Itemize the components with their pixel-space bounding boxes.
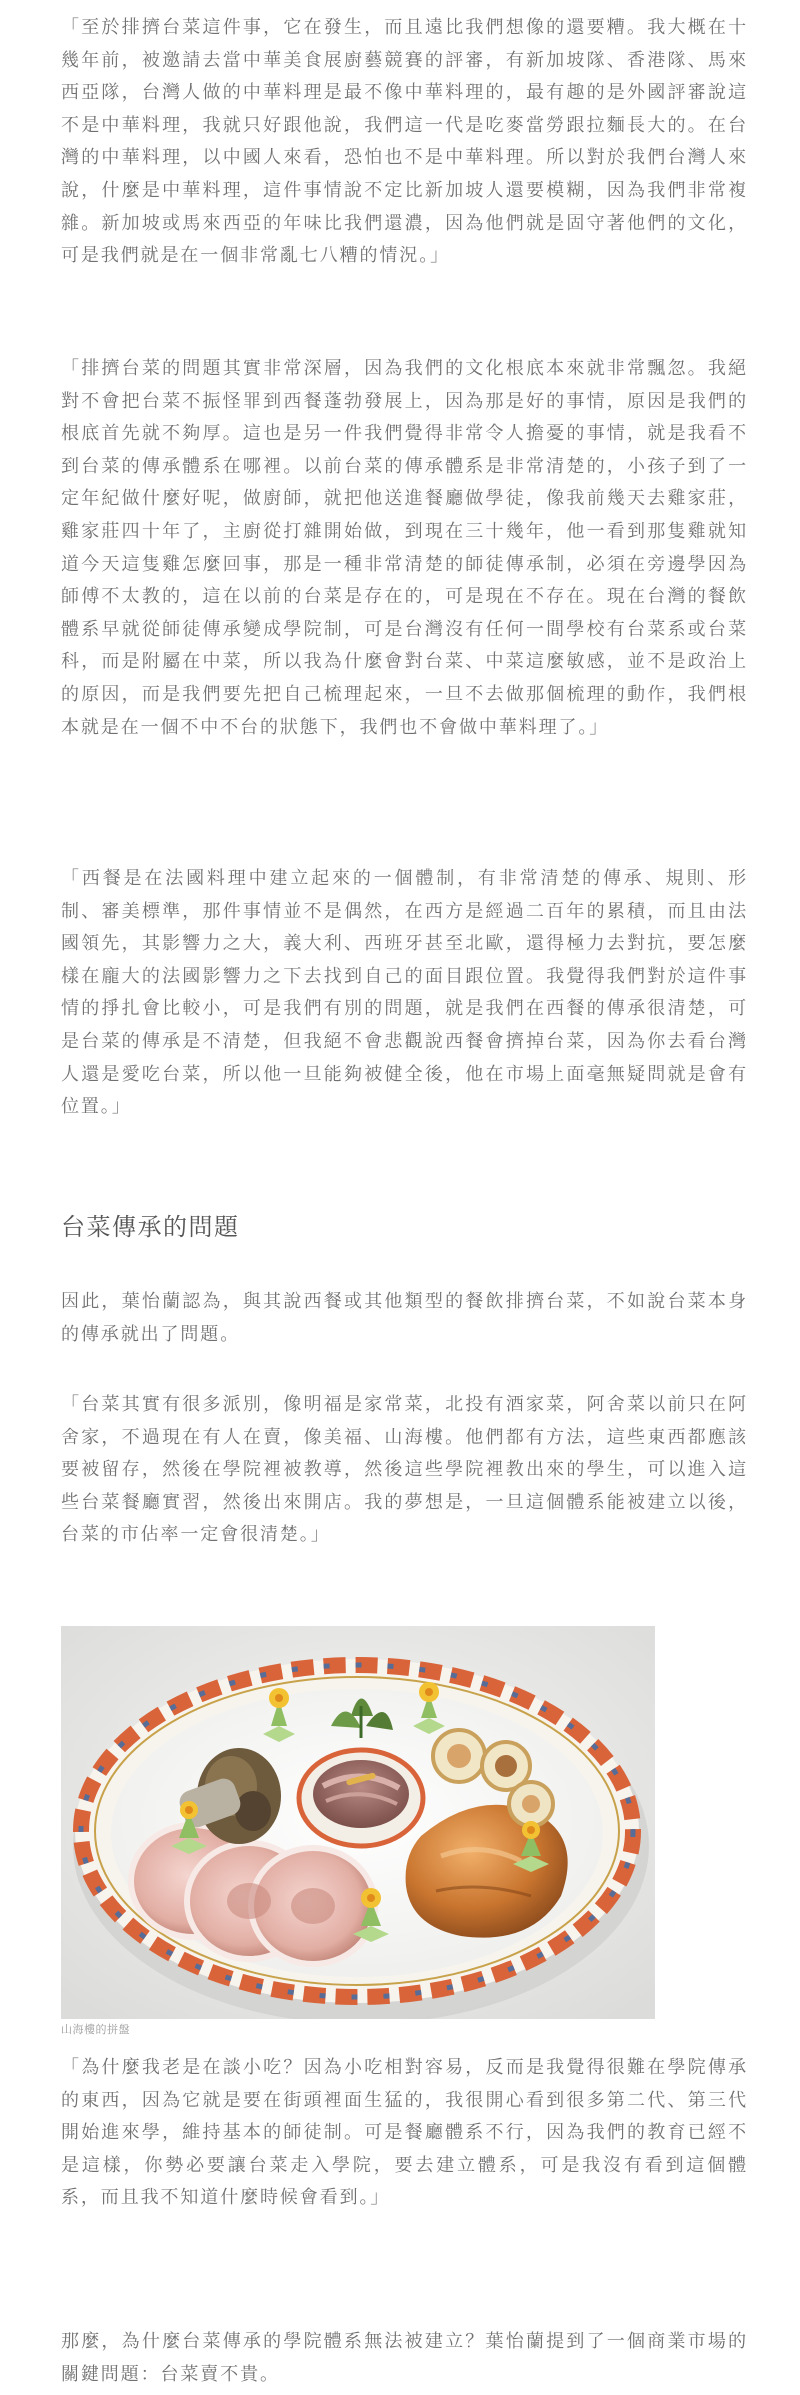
platter-photo bbox=[61, 1626, 655, 2019]
body-paragraph: 那麼，為什麼台菜傳承的學院體系無法被建立？葉怡蘭提到了一個商業市場的關鍵問題：台菜賣不貴。 bbox=[61, 2331, 748, 2385]
quote-paragraph: 「至於排擠台菜這件事，它在發生，而且遠比我們想像的還要糟。我大概在十幾年前，被邀請去當中華美食展廚藝競賽的評審，有新加坡隊、香港隊、馬來西亞隊，台灣人做的中華料理是最不像中華料理的，最有趣的是外國評審說這不是中華料理，我就只好跟他說，我們這一代是吃麥當勞跟拉麵長大的。在台灣的中華料理，以中國人來看，恐怕也不是中華料理。所以對於我們台灣人來說，什麼是中華料理，這件事情說不定比新加坡人還要模糊，因為我們非常複雜。新加坡或馬來西亞的年味比我們還濃，因為他們就是固守著他們的文化，可是我們就是在一個非常亂七八糟的情況。」 bbox=[61, 17, 748, 267]
photo-caption: 山海樓的拼盤 bbox=[61, 2023, 130, 2036]
quote-paragraph: 「排擠台菜的問題其實非常深層，因為我們的文化根底本來就非常飄忽。我絕對不會把台菜不振怪罪到西餐蓬勃發展上，因為那是好的事情，原因是我們的根底首先就不夠厚。這也是另一件我們覺得非常令人擔憂的事情，就是我看不到台菜的傳承體系在哪裡。以前台菜的傳承體系是非常清楚的，小孩子到了一定年紀做什麼好呢，做廚師，就把他送進餐廳做學徒，像我前幾天去雞家莊，雞家莊四十年了，主廚從打雜開始做，到現在三十幾年，他一看到那隻雞就知道今天這隻雞怎麼回事，那是一種非常清楚的師徒傳承制，必須在旁邊學因為師傅不太教的，這在以前的台菜是存在的，可是現在不存在。現在台灣的餐飲體系早就從師徒傳承變成學院制，可是台灣沒有任何一間學校有台菜系或台菜科，而是附屬在中菜，所以我為什麼會對台菜、中菜這麼敏感，並不是政治上的原因，而是我們要先把自己梳理起來，一旦不去做那個梳理的動作，我們根本就是在一個不中不台的狀態下，我們也不會做中華料理了。」 bbox=[61, 358, 748, 738]
section-heading: 台菜傳承的問題 bbox=[61, 1213, 240, 1241]
quote-paragraph: 「台菜其實有很多派別，像明福是家常菜，北投有酒家菜，阿舍菜以前只在阿舍家，不過現在有人在賣，像美福、山海樓。他們都有方法，這些東西都應該要被留存，然後在學院裡被教導，然後這些學院裡教出來的學生，可以進入這些台菜餐廳實習，然後出來開店。我的夢想是，一旦這個體系能被建立以後，台菜的市佔率一定會很清楚。」 bbox=[61, 1394, 748, 1546]
body-paragraph: 因此，葉怡蘭認為，與其說西餐或其他類型的餐飲排擠台菜，不如說台菜本身的傳承就出了問題。 bbox=[61, 1291, 748, 1345]
center-bowl bbox=[299, 1750, 423, 1846]
quote-paragraph: 「西餐是在法國料理中建立起來的一個體制，有非常清楚的傳承、規則、形制、審美標準，那件事情並不是偶然，在西方是經過二百年的累積，而且由法國領先，其影響力之大，義大利、西班牙甚至北歐，還得極力去對抗，要怎麼樣在龐大的法國影響力之下去找到自己的面目跟位置。我覺得我們對於這件事情的掙扎會比較小，可是我們有別的問題，就是我們在西餐的傳承很清楚，可是台菜的傳承是不清楚，但我絕不會悲觀說西餐會擠掉台菜，因為你去看台灣人還是愛吃台菜，所以他一旦能夠被健全後，他在市場上面毫無疑問就是會有位置。」 bbox=[61, 868, 748, 1118]
quote-paragraph: 「為什麼我老是在談小吃？因為小吃相對容易，反而是我覺得很難在學院傳承的東西，因為它就是要在街頭裡面生猛的，我很開心看到很多第二代、第三代開始進來學，維持基本的師徒制。可是餐廳體系不行，因為我們的教育已經不是這樣，你勢必要讓台菜走入學院，要去建立體系，可是我沒有看到這個體系，而且我不知道什麼時候會看到。」 bbox=[61, 2057, 748, 2209]
platter-illustration bbox=[61, 1626, 655, 2019]
